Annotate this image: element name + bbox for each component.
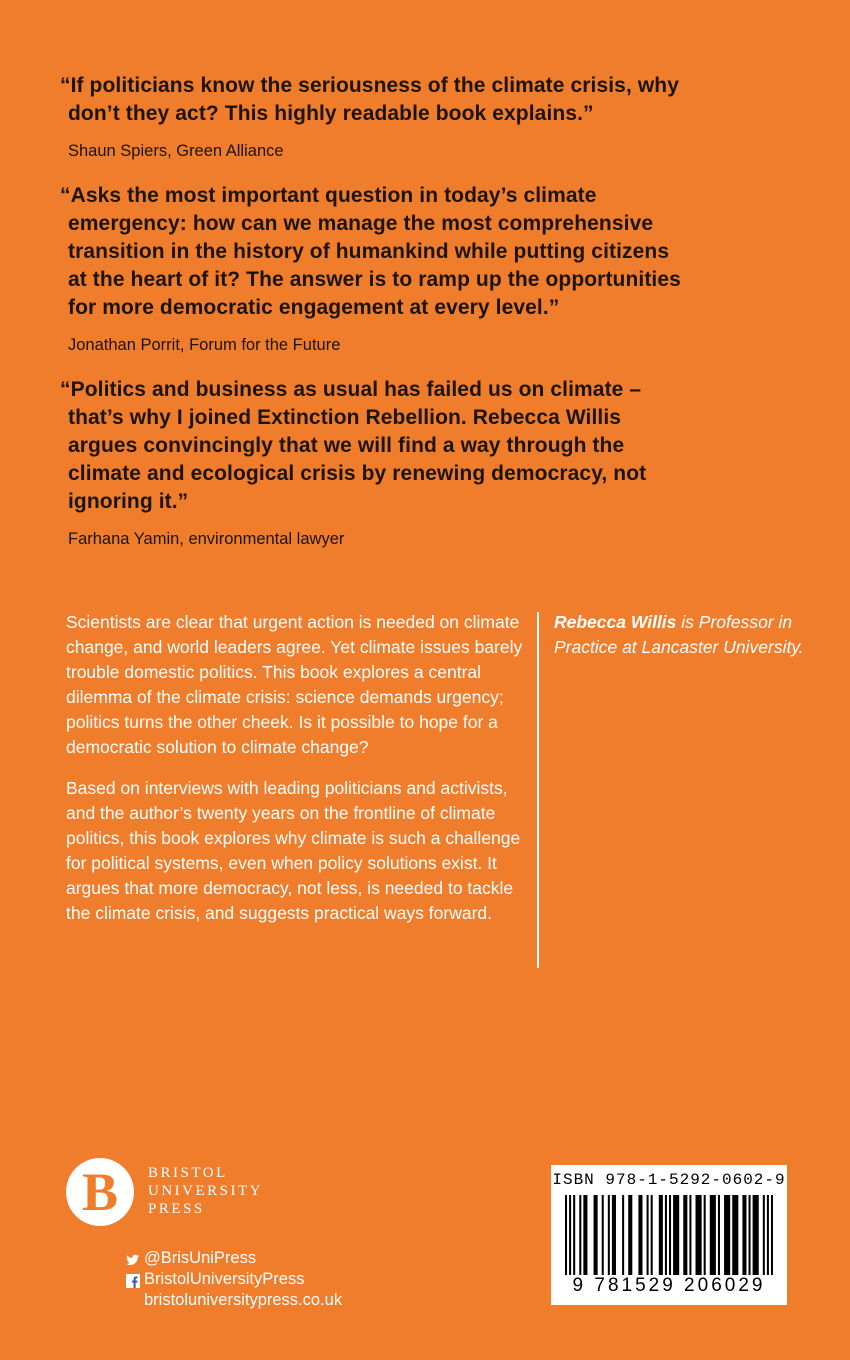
barcode-bar <box>659 1195 663 1275</box>
website-link[interactable]: bristoluniversitypress.co.uk <box>144 1291 343 1309</box>
column-divider <box>537 612 539 968</box>
endorsement-attribution: Jonathan Porrit, Forum for the Future <box>68 336 341 354</box>
endorsement-attribution: Shaun Spiers, Green Alliance <box>68 142 284 160</box>
barcode-bar <box>651 1195 653 1275</box>
barcode-bar <box>763 1195 765 1275</box>
barcode-bar <box>579 1195 581 1275</box>
publisher-logo-mark <box>66 1158 134 1226</box>
blurb-paragraph: Scientists are clear that urgent action is needed on climate change, and world leaders agree. Yet climate issues barely trouble domestic politics. This book explores a central dilemma of the climate crisis: science demands urgency; politics turns the other cheek. Is it possible to hope for a democratic solution to climate change? <box>66 612 523 757</box>
publisher-wordmark <box>148 1164 263 1218</box>
barcode-bar <box>569 1195 571 1275</box>
barcode-bar <box>724 1195 730 1275</box>
barcode-bar <box>718 1195 720 1275</box>
barcode-bar <box>696 1195 702 1275</box>
barcode-bar <box>710 1195 716 1275</box>
barcode-bar <box>771 1195 773 1275</box>
barcode-bar <box>683 1195 687 1275</box>
website-row <box>126 1290 342 1311</box>
endorsement-attribution: Farhana Yamin, environmental lawyer <box>68 530 345 548</box>
barcode-bar <box>583 1195 587 1275</box>
book-blurb <box>66 610 528 942</box>
barcode-bar <box>608 1195 610 1275</box>
facebook-page[interactable]: BristolUniversityPress <box>144 1270 305 1288</box>
barcode-bar <box>665 1195 667 1275</box>
publisher-logo <box>66 1158 296 1228</box>
blurb-paragraph: Based on interviews with leading politicians and activists, and the author’s twenty years on the frontline of climate politics, this book explores why climate is such a challenge for political systems, even when policy solutions exist. It argues that more democracy, not less, is needed to tackle the climate crisis, and suggests practical ways forward. <box>66 778 521 923</box>
barcode-bar <box>647 1195 649 1275</box>
author-bio <box>554 610 804 660</box>
barcode-bar <box>622 1195 624 1275</box>
publisher-line: PRESS <box>148 1201 205 1217</box>
facebook-row <box>126 1269 342 1290</box>
barcode-bar <box>742 1195 746 1275</box>
barcode-bar <box>767 1195 769 1275</box>
publisher-line: UNIVERSITY <box>148 1183 263 1199</box>
barcode-bar <box>673 1195 679 1275</box>
barcode-bar <box>612 1195 616 1275</box>
barcode-bar <box>689 1195 691 1275</box>
author-name: Rebecca Willis <box>554 612 677 632</box>
facebook-icon <box>126 1273 140 1287</box>
publisher-contacts <box>126 1248 342 1311</box>
endorsement-quote: “Politics and business as usual has failed us on climate – that’s why I joined Extinction Rebellion. Rebecca Willis argues convincingly that we will find a way through the climate and ecological crisis by renewing democracy, not ignoring it.” <box>60 378 647 513</box>
publisher-line: BRISTOL <box>148 1165 228 1181</box>
barcode-bar <box>602 1195 604 1275</box>
barcode-bar <box>638 1195 642 1275</box>
twitter-handle[interactable]: @BrisUniPress <box>144 1249 257 1267</box>
barcode-bar <box>565 1195 567 1275</box>
endorsement-quote: “Asks the most important question in today’s climate emergency: how can we manage the most comprehensive transition in the history of humankind while putting citizens at the heart of it? The answer is to ramp up the opportunities for more democratic engagement at every level.” <box>60 184 681 319</box>
barcode-bar <box>669 1195 671 1275</box>
barcode-bar <box>628 1195 632 1275</box>
barcode-bar <box>573 1195 575 1275</box>
endorsements <box>60 72 690 570</box>
barcode-bars <box>565 1195 773 1275</box>
barcode-bar <box>749 1195 751 1275</box>
barcode-bar <box>594 1195 598 1275</box>
barcode-bar <box>753 1195 759 1275</box>
isbn-label: ISBN 978-1-5292-0602-9 <box>552 1171 786 1189</box>
barcode-bar <box>704 1195 706 1275</box>
barcode-digits: 9 781529 206029 <box>572 1275 766 1296</box>
barcode-bar <box>732 1195 738 1275</box>
isbn-barcode <box>551 1165 787 1305</box>
endorsement-quote: “If politicians know the seriousness of the climate crisis, why don’t they act? This highly readable book explains.” <box>60 74 679 125</box>
twitter-bird-icon <box>126 1252 140 1266</box>
twitter-row <box>126 1248 342 1269</box>
author-description: is Professor in Practice at Lancaster University. <box>554 612 804 657</box>
logo-letter: B <box>81 1162 119 1222</box>
